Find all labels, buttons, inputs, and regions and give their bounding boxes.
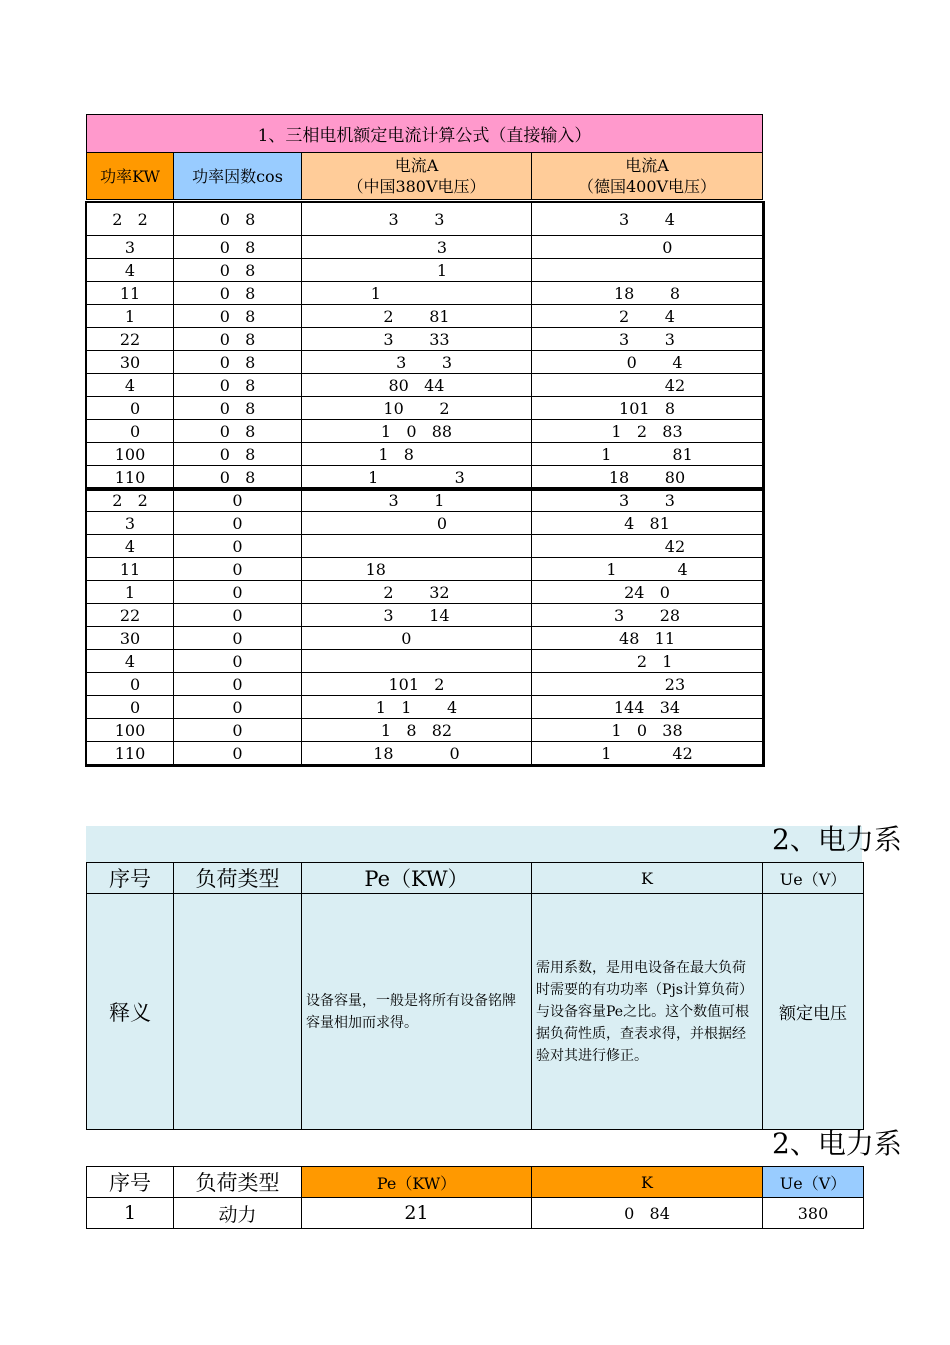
cell-cos[interactable]: 0 8 — [174, 282, 302, 305]
cell-cos[interactable]: 0 — [174, 581, 302, 604]
table-row — [87, 397, 763, 420]
header-pe: Pe（KW） — [302, 863, 532, 894]
cell-current-380v[interactable]: 3 — [302, 236, 532, 259]
cell-current-400v[interactable]: 3 28 — [532, 604, 763, 627]
table-row — [87, 328, 763, 351]
cell-power[interactable]: 1 — [87, 581, 174, 604]
table-row — [87, 535, 763, 558]
table-row — [87, 443, 763, 466]
cell-current-380v[interactable]: 1 8 — [302, 443, 532, 466]
table-row — [87, 236, 763, 259]
cell-current-400v[interactable]: 18 8 — [532, 282, 763, 305]
table-row — [87, 604, 763, 627]
table-row — [87, 203, 763, 236]
cell-cos[interactable]: 0 — [174, 558, 302, 581]
cell-current-400v[interactable]: 3 3 — [532, 328, 763, 351]
cell-current-380v[interactable]: 1 0 88 — [302, 420, 532, 443]
header-power-kw: 功率KW — [87, 153, 174, 200]
table-title: 1、三相电机额定电流计算公式（直接输入） — [87, 115, 763, 153]
cell-current-400v[interactable]: 42 — [532, 374, 763, 397]
table-row — [87, 282, 763, 305]
cell-power[interactable]: 4 — [87, 535, 174, 558]
table-row — [87, 374, 763, 397]
table-row — [87, 420, 763, 443]
empty-cell — [174, 894, 302, 1130]
cell-power[interactable]: 1 — [87, 305, 174, 328]
row-label: 释义 — [87, 894, 174, 1130]
cell-cos[interactable]: 0 — [174, 742, 302, 765]
cell-power[interactable]: 3 — [87, 236, 174, 259]
table-row — [87, 351, 763, 374]
cell-power[interactable]: 11 — [87, 282, 174, 305]
cell-power[interactable]: 0 — [87, 397, 174, 420]
cell-load-type[interactable]: 动力 — [174, 1198, 302, 1229]
cell-power[interactable]: 0 — [87, 420, 174, 443]
cell-current-380v[interactable]: 10 2 — [302, 397, 532, 420]
cell-cos[interactable]: 0 — [174, 535, 302, 558]
cell-cos[interactable]: 0 8 — [174, 420, 302, 443]
table-row — [87, 719, 763, 742]
section-title: 2、电力系 — [772, 823, 902, 856]
cell-current-380v[interactable]: 0 — [302, 627, 532, 650]
cell-cos[interactable]: 0 8 — [174, 328, 302, 351]
pe-description: 设备容量，一般是将所有设备铭牌容量相加而求得。 — [302, 894, 532, 1130]
cell-power[interactable]: 0 — [87, 696, 174, 719]
cell-power[interactable]: 2 2 — [87, 489, 174, 512]
cell-current-380v[interactable] — [302, 650, 532, 673]
cell-current-380v[interactable]: 3 14 — [302, 604, 532, 627]
table-row — [87, 489, 763, 512]
cell-current-400v[interactable]: 1 2 83 — [532, 420, 763, 443]
ue-description: 额定电压 — [763, 894, 864, 1130]
cell-current-380v[interactable]: 2 32 — [302, 581, 532, 604]
cell-cos[interactable]: 0 8 — [174, 397, 302, 420]
table-row — [87, 742, 763, 765]
cell-current-400v[interactable] — [532, 259, 763, 282]
cell-power[interactable]: 30 — [87, 627, 174, 650]
header-current-400v: 电流A （德国400V电压） — [532, 153, 763, 200]
cell-cos[interactable]: 0 8 — [174, 259, 302, 282]
table-row — [87, 581, 763, 604]
cell-cos[interactable]: 0 — [174, 650, 302, 673]
table-row — [87, 558, 763, 581]
header-load-type: 负荷类型 — [174, 1167, 302, 1198]
cell-current-400v[interactable]: 2 4 — [532, 305, 763, 328]
cell-current-380v[interactable]: 1 8 82 — [302, 719, 532, 742]
cell-cos[interactable]: 0 — [174, 627, 302, 650]
cell-current-380v[interactable]: 1 1 4 — [302, 696, 532, 719]
header-load-type: 负荷类型 — [174, 863, 302, 894]
cell-current-400v[interactable]: 18 80 — [532, 466, 763, 489]
cell-power[interactable]: 22 — [87, 604, 174, 627]
cell-power[interactable]: 110 — [87, 742, 174, 765]
cell-cos[interactable]: 0 — [174, 673, 302, 696]
cell-current-380v[interactable]: 3 3 — [302, 351, 532, 374]
cell-power[interactable]: 4 — [87, 374, 174, 397]
table-row — [87, 696, 763, 719]
cell-cos[interactable]: 0 — [174, 512, 302, 535]
cell-current-400v[interactable]: 144 34 — [532, 696, 763, 719]
cell-current-380v[interactable]: 3 33 — [302, 328, 532, 351]
header-current-380v: 电流A （中国380V电压） — [302, 153, 532, 200]
header-index: 序号 — [87, 1167, 174, 1198]
header-k: K — [532, 1167, 763, 1198]
cell-current-380v[interactable]: 0 — [302, 512, 532, 535]
cell-cos[interactable]: 0 8 — [174, 443, 302, 466]
cell-cos[interactable]: 0 8 — [174, 236, 302, 259]
definition-table — [86, 862, 864, 1130]
cell-power[interactable]: 0 — [87, 673, 174, 696]
cell-cos[interactable]: 0 — [174, 604, 302, 627]
header-ue: Ue（V） — [763, 1167, 864, 1198]
cell-cos[interactable]: 0 8 — [174, 374, 302, 397]
cell-cos[interactable]: 0 8 — [174, 466, 302, 489]
header-k: K — [532, 863, 763, 894]
cell-power[interactable]: 2 2 — [87, 203, 174, 236]
cell-power[interactable]: 4 — [87, 259, 174, 282]
cell-current-380v[interactable] — [302, 535, 532, 558]
cell-current-400v[interactable]: 4 81 — [532, 512, 763, 535]
header-power-factor: 功率因数cos — [174, 153, 302, 200]
table-row — [87, 650, 763, 673]
cell-cos[interactable]: 0 8 — [174, 351, 302, 374]
cell-index[interactable]: 1 — [87, 1198, 174, 1229]
table-row — [87, 512, 763, 535]
cell-cos[interactable]: 0 — [174, 719, 302, 742]
cell-cos[interactable]: 0 8 — [174, 305, 302, 328]
cell-current-380v[interactable]: 2 81 — [302, 305, 532, 328]
table-row — [87, 259, 763, 282]
cell-current-380v[interactable]: 101 2 — [302, 673, 532, 696]
cell-power[interactable]: 30 — [87, 351, 174, 374]
cell-current-380v[interactable]: 1 3 — [302, 466, 532, 489]
cell-power[interactable]: 110 — [87, 466, 174, 489]
cell-current-400v[interactable]: 3 3 — [532, 489, 763, 512]
cell-current-400v[interactable]: 101 8 — [532, 397, 763, 420]
cell-cos[interactable]: 0 — [174, 489, 302, 512]
cell-current-400v[interactable]: 3 4 — [532, 203, 763, 236]
cell-current-400v[interactable]: 0 — [532, 236, 763, 259]
cell-current-380v[interactable]: 80 44 — [302, 374, 532, 397]
cell-current-380v[interactable]: 3 1 — [302, 489, 532, 512]
cell-power[interactable]: 4 — [87, 650, 174, 673]
motor-current-table — [86, 114, 763, 765]
header-index: 序号 — [87, 863, 174, 894]
cell-current-380v[interactable]: 1 — [302, 282, 532, 305]
cell-power[interactable]: 3 — [87, 512, 174, 535]
cell-cos[interactable]: 0 8 — [174, 203, 302, 236]
cell-k[interactable]: 0 84 — [532, 1198, 763, 1229]
cell-current-380v[interactable]: 18 0 — [302, 742, 532, 765]
cell-current-400v[interactable]: 48 11 — [532, 627, 763, 650]
section-band — [86, 826, 862, 862]
cell-ue[interactable]: 380 — [763, 1198, 864, 1229]
table-row — [87, 466, 763, 489]
cell-cos[interactable]: 0 — [174, 696, 302, 719]
k-description: 需用系数，是用电设备在最大负荷时需要的有功功率（Pjs计算负荷）与设备容量Pe之比。这个数值可根据负荷性质，查表求得，并根据经验对其进行修正。 — [532, 894, 763, 1130]
table-row — [87, 673, 763, 696]
cell-power[interactable]: 11 — [87, 558, 174, 581]
cell-current-400v[interactable]: 2 1 — [532, 650, 763, 673]
cell-current-400v[interactable]: 42 — [532, 535, 763, 558]
cell-power[interactable]: 100 — [87, 719, 174, 742]
cell-current-400v[interactable]: 1 0 38 — [532, 719, 763, 742]
header-pe: Pe（KW） — [302, 1167, 532, 1198]
cell-power[interactable]: 22 — [87, 328, 174, 351]
cell-current-400v[interactable]: 23 — [532, 673, 763, 696]
cell-current-400v[interactable]: 24 0 — [532, 581, 763, 604]
cell-current-400v[interactable]: 1 81 — [532, 443, 763, 466]
table-row — [87, 627, 763, 650]
header-ue: Ue（V） — [763, 863, 864, 894]
cell-current-380v[interactable]: 3 3 — [302, 203, 532, 236]
section-title-2: 2、电力系 — [772, 1127, 902, 1160]
load-calc-table — [86, 1166, 864, 1229]
table-row — [87, 305, 763, 328]
cell-pe[interactable]: 21 — [302, 1198, 532, 1229]
cell-current-400v[interactable]: 1 4 — [532, 558, 763, 581]
cell-current-400v[interactable]: 0 4 — [532, 351, 763, 374]
cell-current-380v[interactable]: 18 — [302, 558, 532, 581]
cell-current-400v[interactable]: 1 42 — [532, 742, 763, 765]
cell-power[interactable]: 100 — [87, 443, 174, 466]
cell-current-380v[interactable]: 1 — [302, 259, 532, 282]
